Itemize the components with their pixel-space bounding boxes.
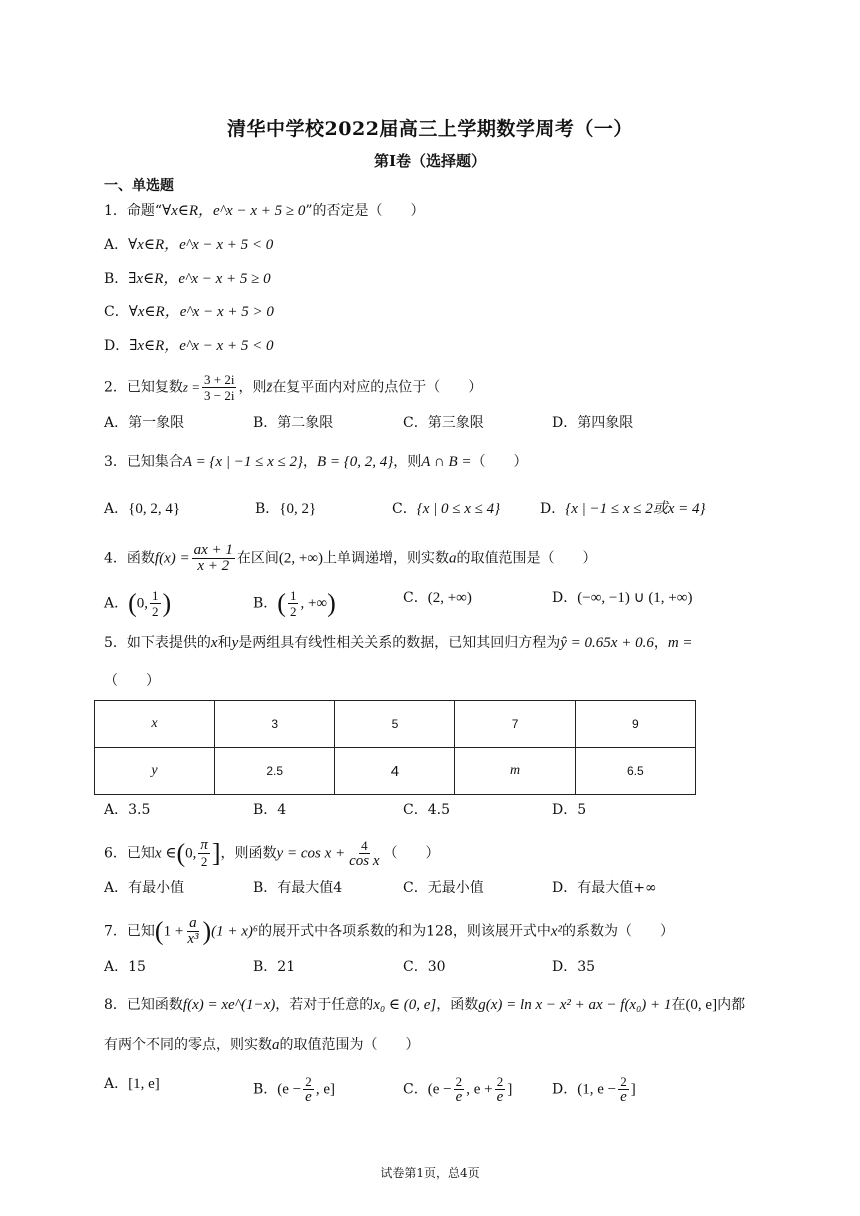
question-6-option-b: B．有最大值4: [253, 880, 343, 896]
table-row: [95, 701, 696, 748]
fraction: $\frac{1}{2}$: [152, 588, 159, 619]
fraction: $\frac{2}{e}$: [305, 1074, 312, 1105]
question-6-option-c: C．无最小值: [403, 880, 484, 896]
table-cell: 6.5: [575, 748, 695, 795]
question-2-option-d: D．第四象限: [552, 415, 634, 431]
question-8-option-d: D．(1, e − $\frac{2}{e}$ ]: [552, 1074, 636, 1105]
table-cell: m: [455, 748, 575, 795]
table-cell: 4: [335, 748, 455, 795]
question-7-option-b: B．21: [253, 959, 296, 975]
fraction: $\frac{3 + 2i}{3 - 2i}$: [204, 372, 235, 403]
question-5-option-b: B．4: [253, 802, 287, 818]
question-5-stem: 5．如下表提供的x和y是两组具有线性相关关系的数据，已知其回归方程为ŷ = 0.65x + 0.6，m =: [104, 635, 693, 651]
fraction: $\frac{\pi}{2}$: [200, 837, 208, 869]
question-7-option-c: C．30: [403, 959, 446, 975]
question-3-option-a: A．{0, 2, 4}: [104, 501, 181, 517]
question-6-stem: 6．已知x ∈(0, $\frac{\pi}{2}$ ]，则函数y = cos x + $\frac{4}{\text{cos x}}$ （ ）: [104, 837, 440, 869]
question-8-option-b: B．(e − $\frac{2}{e}$ , e]: [253, 1074, 335, 1105]
table-row: [95, 748, 696, 795]
question-3-option-d: D．{x | −1 ≤ x ≤ 2或x = 4}: [540, 501, 706, 517]
table-cell: 2.5: [215, 748, 335, 795]
question-7-stem: 7．已知(1 + $\frac{a}{\text{x³}}$ )(1 + x)⁶的展开式中各项系数的和为128，则该展开式中x²的系数为（ ）: [104, 915, 675, 947]
question-5-paren: （ ）: [104, 673, 160, 689]
question-2-option-a: A．第一象限: [104, 415, 185, 431]
question-3-option-b: B．{0, 2}: [255, 501, 317, 517]
question-1-option-d: D．∃x∈R，e^x − x + 5 < 0: [104, 338, 274, 354]
page-footer: 试卷第1页，总4页: [380, 1166, 480, 1180]
question-7-option-d: D．35: [552, 959, 596, 975]
question-8-option-a: A．[1, e]: [104, 1076, 160, 1092]
question-3-stem: 3．已知集合A = {x | −1 ≤ x ≤ 2}，B = {0, 2, 4}，则A ∩ B =（ ）: [104, 454, 528, 470]
fraction: $\frac{2}{e}$: [496, 1074, 504, 1105]
fraction: $\frac{4}{\text{cos x}}$: [349, 838, 380, 869]
question-8-stem-line-2: 有两个不同的零点，则实数a的取值范围为（ ）: [104, 1037, 420, 1053]
question-3-option-c: C．{x | 0 ≤ x ≤ 4}: [392, 501, 501, 517]
question-4-stem: 4．函数f(x) = $\frac{ax + 1}{x + 2}$ 在区间(2, +∞)上单调递增，则实数a的取值范围是（ ）: [104, 542, 597, 574]
fraction: $\frac{ax + 1}{x + 2}$: [193, 542, 233, 574]
question-8-stem-line-1: 8．已知函数f(x) = xe^(1−x)，若对于任意的x₀ ∈ (0, e]，函数g(x) = ln x − x² + ax − f(x₀) + 1在(0, e]内都: [104, 997, 746, 1013]
fraction: $\frac{2}{e}$: [620, 1074, 627, 1105]
exam-subtitle: 第Ⅰ卷（选择题）: [373, 152, 487, 170]
question-2-option-b: B．第二象限: [253, 415, 334, 431]
question-4-option-a: A．(0, $\frac{1}{2}$ ): [104, 588, 172, 619]
table-cell: x: [95, 701, 215, 748]
question-5-option-c: C．4.5: [403, 802, 450, 818]
table-cell: 5: [335, 701, 455, 748]
table-cell: 3: [215, 701, 335, 748]
question-1-option-b: B．∃x∈R，e^x − x + 5 ≥ 0: [104, 271, 271, 287]
question-1-option-c: C．∀x∈R，e^x − x + 5 > 0: [104, 304, 274, 320]
question-4-option-b: B．( $\frac{1}{2}$ , +∞): [253, 588, 336, 619]
fraction: $\frac{a}{\text{x³}}$: [187, 915, 199, 947]
question-7-option-a: A．15: [104, 959, 146, 975]
table-cell: 9: [575, 701, 695, 748]
question-6-option-d: D．有最大值+∞: [552, 880, 657, 896]
question-2-option-c: C．第三象限: [403, 415, 484, 431]
question-2-stem: 2．已知复数z = $\frac{3 + 2i}{3 - 2i}$ ，则z̄在复平面内对应的点位于（ ）: [104, 372, 483, 403]
exam-title: 清华中学校2022届高三上学期数学周考（一）: [227, 118, 633, 140]
question-8-option-c: C．(e − $\frac{2}{e}$ , e + $\frac{2}{e}$ ]: [403, 1074, 513, 1105]
question-4-option-c: C．(2, +∞): [403, 590, 472, 606]
question-5-option-a: A．3.5: [104, 802, 151, 818]
data-table: [94, 700, 696, 795]
fraction: $\frac{1}{2}$: [289, 588, 297, 619]
question-1-option-a: A．∀x∈R，e^x − x + 5 < 0: [104, 237, 274, 253]
question-5-option-d: D．5: [552, 802, 587, 818]
fraction: $\frac{2}{e}$: [455, 1074, 463, 1105]
table-cell: y: [95, 748, 215, 795]
question-6-option-a: A．有最小值: [104, 880, 185, 896]
section-heading: 一、单选题: [104, 178, 174, 194]
table-cell: 7: [455, 701, 575, 748]
question-4-option-d: D．(−∞, −1) ∪ (1, +∞): [552, 590, 693, 606]
question-1-stem: 1．命题“∀x∈R，e^x − x + 5 ≥ 0”的否定是（ ）: [104, 203, 425, 219]
